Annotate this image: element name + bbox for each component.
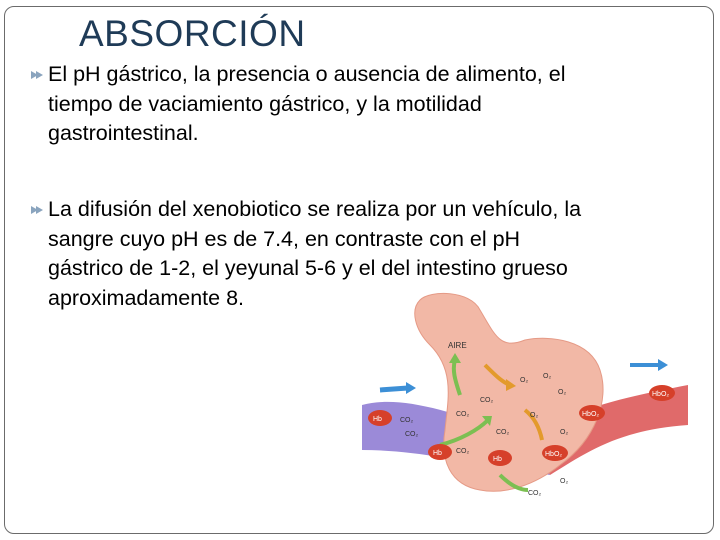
co2-label: CO₂ bbox=[405, 431, 419, 438]
hb-label: Hb bbox=[433, 450, 442, 457]
slide-title: ABSORCIÓN bbox=[79, 13, 306, 54]
o2-label: O₂ bbox=[560, 478, 569, 485]
hbo2-label: HbO₂ bbox=[582, 411, 600, 418]
bullet-1 bbox=[30, 60, 700, 149]
o2-label: O₂ bbox=[558, 389, 567, 396]
o2-label: O₂ bbox=[543, 373, 552, 380]
blue-flow-arrow-icon bbox=[380, 388, 408, 390]
co2-label: CO₂ bbox=[480, 397, 494, 404]
bullet-arrow-icon bbox=[30, 68, 48, 82]
co2-label: CO₂ bbox=[456, 411, 470, 418]
hbo2-label: HbO₂ bbox=[545, 451, 563, 458]
co2-label: CO₂ bbox=[496, 429, 510, 436]
bullet-2-line-2: sangre cuyo pH es de 7.4, en contraste con el pH bbox=[48, 226, 521, 251]
o2-label: O₂ bbox=[530, 412, 539, 419]
hb-label: Hb bbox=[373, 416, 382, 423]
bullet-arrow-icon bbox=[30, 203, 48, 217]
air-label: AIRE bbox=[448, 341, 467, 350]
alveolus-gas-exchange-diagram bbox=[360, 290, 690, 505]
bullet-2-line-4: aproximadamente 8. bbox=[48, 285, 244, 310]
hb-label: Hb bbox=[493, 456, 502, 463]
bullet-2-line-3: gástrico de 1-2, el yeyunal 5-6 y el del intestino grueso bbox=[48, 256, 568, 280]
o2-label: O₂ bbox=[520, 377, 529, 384]
hbo2-label: HbO₂ bbox=[652, 391, 670, 398]
bullet-2-line-1: La difusión del xenobiotico se realiza por un vehículo, la bbox=[48, 197, 582, 221]
co2-label: CO₂ bbox=[456, 448, 470, 455]
co2-label: CO₂ bbox=[400, 417, 414, 424]
bullet-1-line-3: gastrointestinal. bbox=[48, 121, 199, 145]
bullet-1-line-2: tiempo de vaciamiento gástrico, y la motilidad bbox=[48, 91, 482, 116]
co2-label: CO₂ bbox=[528, 490, 542, 497]
o2-label: O₂ bbox=[560, 429, 569, 436]
bullet-1-line-1: El pH gástrico, la presencia o ausencia de alimento, el bbox=[48, 62, 566, 86]
